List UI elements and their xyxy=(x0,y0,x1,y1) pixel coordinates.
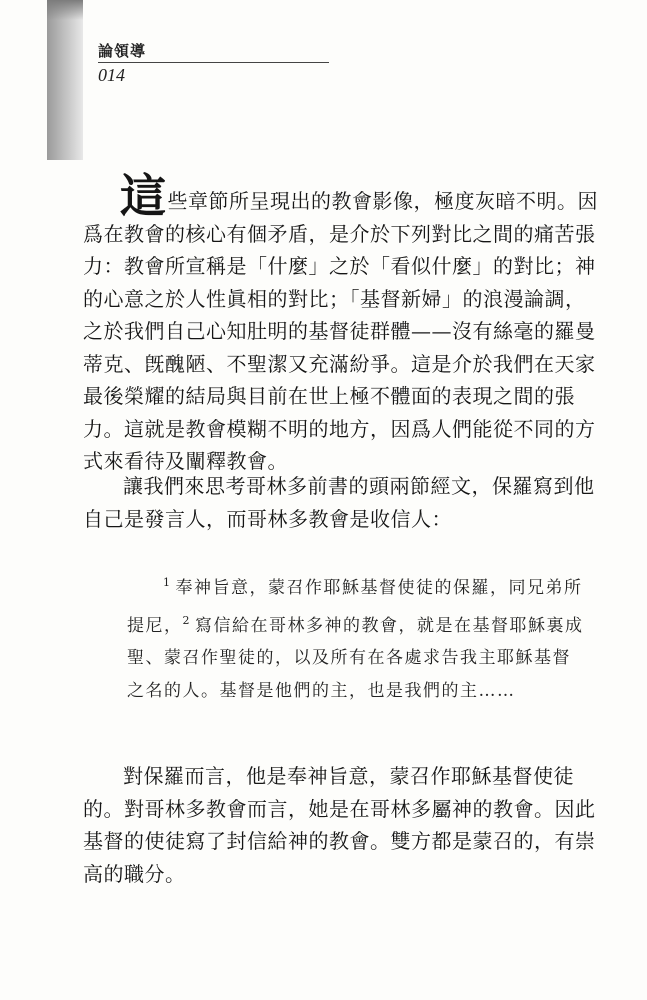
verse-2-text: 寫信給在哥林多神的教會，就是在基督耶穌裏成聖、蒙召作聖徒的，以及所有在各處求告我主耶穌基督之名的人。基督是他們的主，也是我們的主…… xyxy=(127,615,584,701)
paragraph-2: 讓我們來思考哥林多前書的頭兩節經文，保羅寫到他自己是發言人，而哥林多教會是收信人： xyxy=(83,474,595,531)
paragraph-3: 對保羅而言，他是奉神旨意，蒙召作耶穌基督使徒的。對哥林多教會而言，她是在哥林多屬神的教會。因此基督的使徒寫了封信給神的教會。雙方都是蒙召的，有崇高的職分。 xyxy=(83,764,596,886)
paragraph-1 xyxy=(83,169,603,478)
verse-2-number: 2 xyxy=(182,613,191,627)
header-rule xyxy=(98,62,329,63)
verse-1-number: 1 xyxy=(163,576,172,589)
running-title: 論領導 xyxy=(98,42,147,60)
header-gray-bar-shade xyxy=(47,0,83,20)
page-number: 014 xyxy=(98,65,125,85)
header-gray-bar xyxy=(47,0,83,160)
scripture-quote xyxy=(127,567,587,707)
drop-cap: 這 xyxy=(120,169,167,223)
paragraph-1-text: 些章節所呈現出的教會影像，極度灰暗不明。因爲在教會的核心有個矛盾，是介於下列對比之間的痛苦張力：教會所宣稱是「什麼」之於「看似什麼」的對比；神的心意之於人性眞相的對比；「基督新婦」的浪漫論調，之於我們自己心知肚明的基督徒群體——沒有絲毫的羅曼蒂克、旣醜陋、不聖潔又充滿紛爭。這是介於我們在天家最後榮耀的結局與目前在世上極不體面的表現之間的張力。這就是教會模糊不明的地方，因爲人們能從不同的方式來看待及闡釋教會。 xyxy=(83,189,598,473)
verse-1-text: 奉神旨意，蒙召作耶穌基督使徒的保羅，同兄弟所提尼， xyxy=(127,578,583,636)
